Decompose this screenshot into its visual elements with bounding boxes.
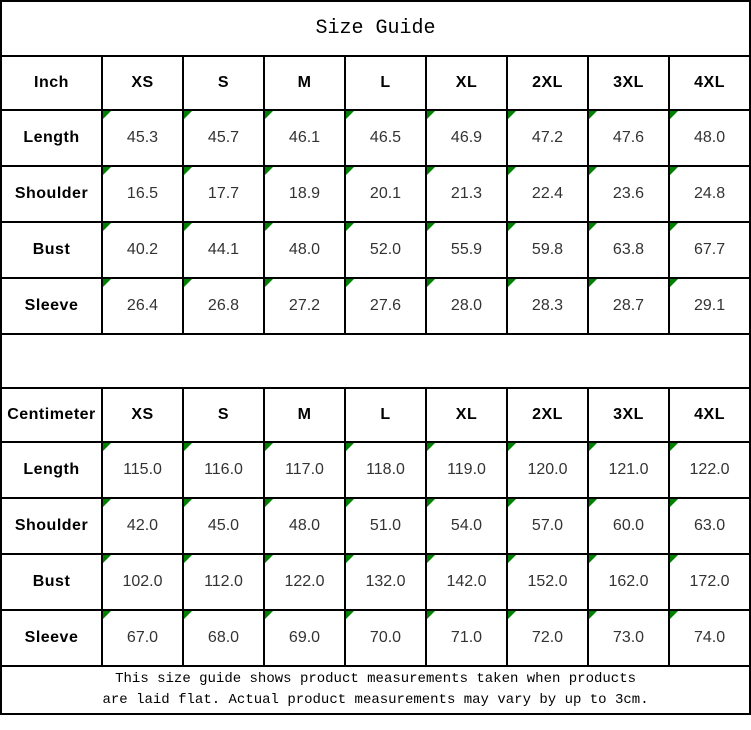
corner-marker-icon: [346, 279, 354, 287]
measurement-cell: 24.8: [669, 166, 750, 222]
inch-unit-header: Inch: [1, 56, 102, 110]
measurement-cell: 117.0: [264, 442, 345, 498]
corner-marker-icon: [670, 223, 678, 231]
corner-marker-icon: [184, 611, 192, 619]
spacer-row: [1, 334, 750, 388]
corner-marker-icon: [427, 279, 435, 287]
corner-marker-icon: [184, 555, 192, 563]
measurement-cell: 59.8: [507, 222, 588, 278]
corner-marker-icon: [184, 499, 192, 507]
corner-marker-icon: [427, 499, 435, 507]
table-row-inch-length: [1, 110, 750, 166]
measurement-cell: 63.8: [588, 222, 669, 278]
measurement-cell: 46.5: [345, 110, 426, 166]
size-header-4xl: 4XL: [669, 388, 750, 442]
measurement-cell: 132.0: [345, 554, 426, 610]
corner-marker-icon: [427, 611, 435, 619]
size-header-xs: XS: [102, 388, 183, 442]
measurement-cell: 115.0: [102, 442, 183, 498]
page-title: Size Guide: [1, 1, 750, 56]
corner-marker-icon: [103, 443, 111, 451]
corner-marker-icon: [508, 111, 516, 119]
measurement-cell: 47.6: [588, 110, 669, 166]
measurement-cell: 68.0: [183, 610, 264, 666]
measurement-cell: 40.2: [102, 222, 183, 278]
measurement-cell: 74.0: [669, 610, 750, 666]
measurement-cell: 17.7: [183, 166, 264, 222]
measurement-cell: 57.0: [507, 498, 588, 554]
measurement-cell: 70.0: [345, 610, 426, 666]
measurement-cell: 118.0: [345, 442, 426, 498]
table-row-inch-sleeve: [1, 278, 750, 334]
corner-marker-icon: [427, 223, 435, 231]
row-label: Sleeve: [1, 610, 102, 666]
corner-marker-icon: [670, 611, 678, 619]
size-header-s: S: [183, 388, 264, 442]
corner-marker-icon: [670, 111, 678, 119]
row-label: Bust: [1, 554, 102, 610]
measurement-cell: 46.9: [426, 110, 507, 166]
corner-marker-icon: [103, 555, 111, 563]
corner-marker-icon: [670, 443, 678, 451]
footer-note-line2: are laid flat. Actual product measurements may vary by up to 3cm.: [102, 692, 649, 708]
measurement-cell: 45.3: [102, 110, 183, 166]
corner-marker-icon: [589, 223, 597, 231]
corner-marker-icon: [103, 223, 111, 231]
corner-marker-icon: [589, 167, 597, 175]
corner-marker-icon: [508, 279, 516, 287]
measurement-cell: 120.0: [507, 442, 588, 498]
measurement-cell: 102.0: [102, 554, 183, 610]
row-label: Shoulder: [1, 166, 102, 222]
corner-marker-icon: [103, 167, 111, 175]
measurement-cell: 28.7: [588, 278, 669, 334]
measurement-cell: 119.0: [426, 442, 507, 498]
corner-marker-icon: [184, 167, 192, 175]
size-header-3xl: 3XL: [588, 388, 669, 442]
measurement-cell: 69.0: [264, 610, 345, 666]
measurement-cell: 72.0: [507, 610, 588, 666]
corner-marker-icon: [103, 499, 111, 507]
corner-marker-icon: [184, 223, 192, 231]
footer-note-line1: This size guide shows product measurements taken when products: [115, 671, 636, 687]
size-header-xs: XS: [102, 56, 183, 110]
measurement-cell: 52.0: [345, 222, 426, 278]
measurement-cell: 55.9: [426, 222, 507, 278]
measurement-cell: 122.0: [264, 554, 345, 610]
measurement-cell: 28.3: [507, 278, 588, 334]
corner-marker-icon: [508, 167, 516, 175]
measurement-cell: 20.1: [345, 166, 426, 222]
measurement-cell: 23.6: [588, 166, 669, 222]
size-header-4xl: 4XL: [669, 56, 750, 110]
corner-marker-icon: [346, 611, 354, 619]
measurement-cell: 54.0: [426, 498, 507, 554]
size-header-m: M: [264, 388, 345, 442]
corner-marker-icon: [103, 111, 111, 119]
footer-note: [1, 666, 750, 714]
table-row-inch-shoulder: [1, 166, 750, 222]
measurement-cell: 48.0: [264, 222, 345, 278]
spacer-cell: [1, 334, 750, 388]
corner-marker-icon: [508, 443, 516, 451]
measurement-cell: 51.0: [345, 498, 426, 554]
table-row-cm-shoulder: [1, 498, 750, 554]
measurement-cell: 142.0: [426, 554, 507, 610]
cm-unit-header: Centimeter: [1, 388, 102, 442]
measurement-cell: 162.0: [588, 554, 669, 610]
table-row-cm-sleeve: [1, 610, 750, 666]
corner-marker-icon: [589, 111, 597, 119]
measurement-cell: 67.0: [102, 610, 183, 666]
corner-marker-icon: [427, 443, 435, 451]
row-label: Length: [1, 442, 102, 498]
corner-marker-icon: [346, 443, 354, 451]
measurement-cell: 48.0: [669, 110, 750, 166]
row-label: Sleeve: [1, 278, 102, 334]
corner-marker-icon: [265, 555, 273, 563]
measurement-cell: 27.6: [345, 278, 426, 334]
corner-marker-icon: [346, 223, 354, 231]
title-row: [1, 1, 750, 56]
size-header-l: L: [345, 56, 426, 110]
measurement-cell: 152.0: [507, 554, 588, 610]
corner-marker-icon: [265, 279, 273, 287]
corner-marker-icon: [265, 167, 273, 175]
corner-marker-icon: [670, 499, 678, 507]
corner-marker-icon: [346, 555, 354, 563]
measurement-cell: 26.8: [183, 278, 264, 334]
corner-marker-icon: [184, 279, 192, 287]
corner-marker-icon: [265, 499, 273, 507]
corner-marker-icon: [184, 443, 192, 451]
measurement-cell: 112.0: [183, 554, 264, 610]
corner-marker-icon: [265, 111, 273, 119]
size-header-s: S: [183, 56, 264, 110]
measurement-cell: 67.7: [669, 222, 750, 278]
corner-marker-icon: [103, 279, 111, 287]
measurement-cell: 122.0: [669, 442, 750, 498]
measurement-cell: 60.0: [588, 498, 669, 554]
size-header-2xl: 2XL: [507, 388, 588, 442]
measurement-cell: 47.2: [507, 110, 588, 166]
size-header-xl: XL: [426, 56, 507, 110]
inch-header-row: [1, 56, 750, 110]
measurement-cell: 172.0: [669, 554, 750, 610]
corner-marker-icon: [265, 443, 273, 451]
corner-marker-icon: [427, 555, 435, 563]
footer-row: [1, 666, 750, 714]
measurement-cell: 71.0: [426, 610, 507, 666]
measurement-cell: 73.0: [588, 610, 669, 666]
corner-marker-icon: [670, 555, 678, 563]
corner-marker-icon: [589, 555, 597, 563]
measurement-cell: 22.4: [507, 166, 588, 222]
measurement-cell: 26.4: [102, 278, 183, 334]
measurement-cell: 121.0: [588, 442, 669, 498]
measurement-cell: 16.5: [102, 166, 183, 222]
table-row-cm-bust: [1, 554, 750, 610]
size-header-m: M: [264, 56, 345, 110]
size-header-xl: XL: [426, 388, 507, 442]
measurement-cell: 48.0: [264, 498, 345, 554]
corner-marker-icon: [589, 279, 597, 287]
corner-marker-icon: [346, 111, 354, 119]
table-row-inch-bust: [1, 222, 750, 278]
corner-marker-icon: [670, 279, 678, 287]
measurement-cell: 29.1: [669, 278, 750, 334]
measurement-cell: 42.0: [102, 498, 183, 554]
corner-marker-icon: [589, 443, 597, 451]
corner-marker-icon: [589, 611, 597, 619]
corner-marker-icon: [508, 223, 516, 231]
row-label: Shoulder: [1, 498, 102, 554]
row-label: Bust: [1, 222, 102, 278]
corner-marker-icon: [508, 611, 516, 619]
corner-marker-icon: [103, 611, 111, 619]
corner-marker-icon: [589, 499, 597, 507]
measurement-cell: 45.0: [183, 498, 264, 554]
measurement-cell: 44.1: [183, 222, 264, 278]
table-row-cm-length: [1, 442, 750, 498]
corner-marker-icon: [265, 611, 273, 619]
corner-marker-icon: [508, 499, 516, 507]
size-header-l: L: [345, 388, 426, 442]
measurement-cell: 45.7: [183, 110, 264, 166]
measurement-cell: 46.1: [264, 110, 345, 166]
size-header-3xl: 3XL: [588, 56, 669, 110]
corner-marker-icon: [670, 167, 678, 175]
measurement-cell: 116.0: [183, 442, 264, 498]
corner-marker-icon: [427, 167, 435, 175]
corner-marker-icon: [265, 223, 273, 231]
measurement-cell: 18.9: [264, 166, 345, 222]
corner-marker-icon: [346, 167, 354, 175]
measurement-cell: 21.3: [426, 166, 507, 222]
corner-marker-icon: [184, 111, 192, 119]
corner-marker-icon: [346, 499, 354, 507]
size-header-2xl: 2XL: [507, 56, 588, 110]
measurement-cell: 63.0: [669, 498, 750, 554]
corner-marker-icon: [508, 555, 516, 563]
row-label: Length: [1, 110, 102, 166]
measurement-cell: 28.0: [426, 278, 507, 334]
corner-marker-icon: [427, 111, 435, 119]
measurement-cell: 27.2: [264, 278, 345, 334]
cm-header-row: [1, 388, 750, 442]
